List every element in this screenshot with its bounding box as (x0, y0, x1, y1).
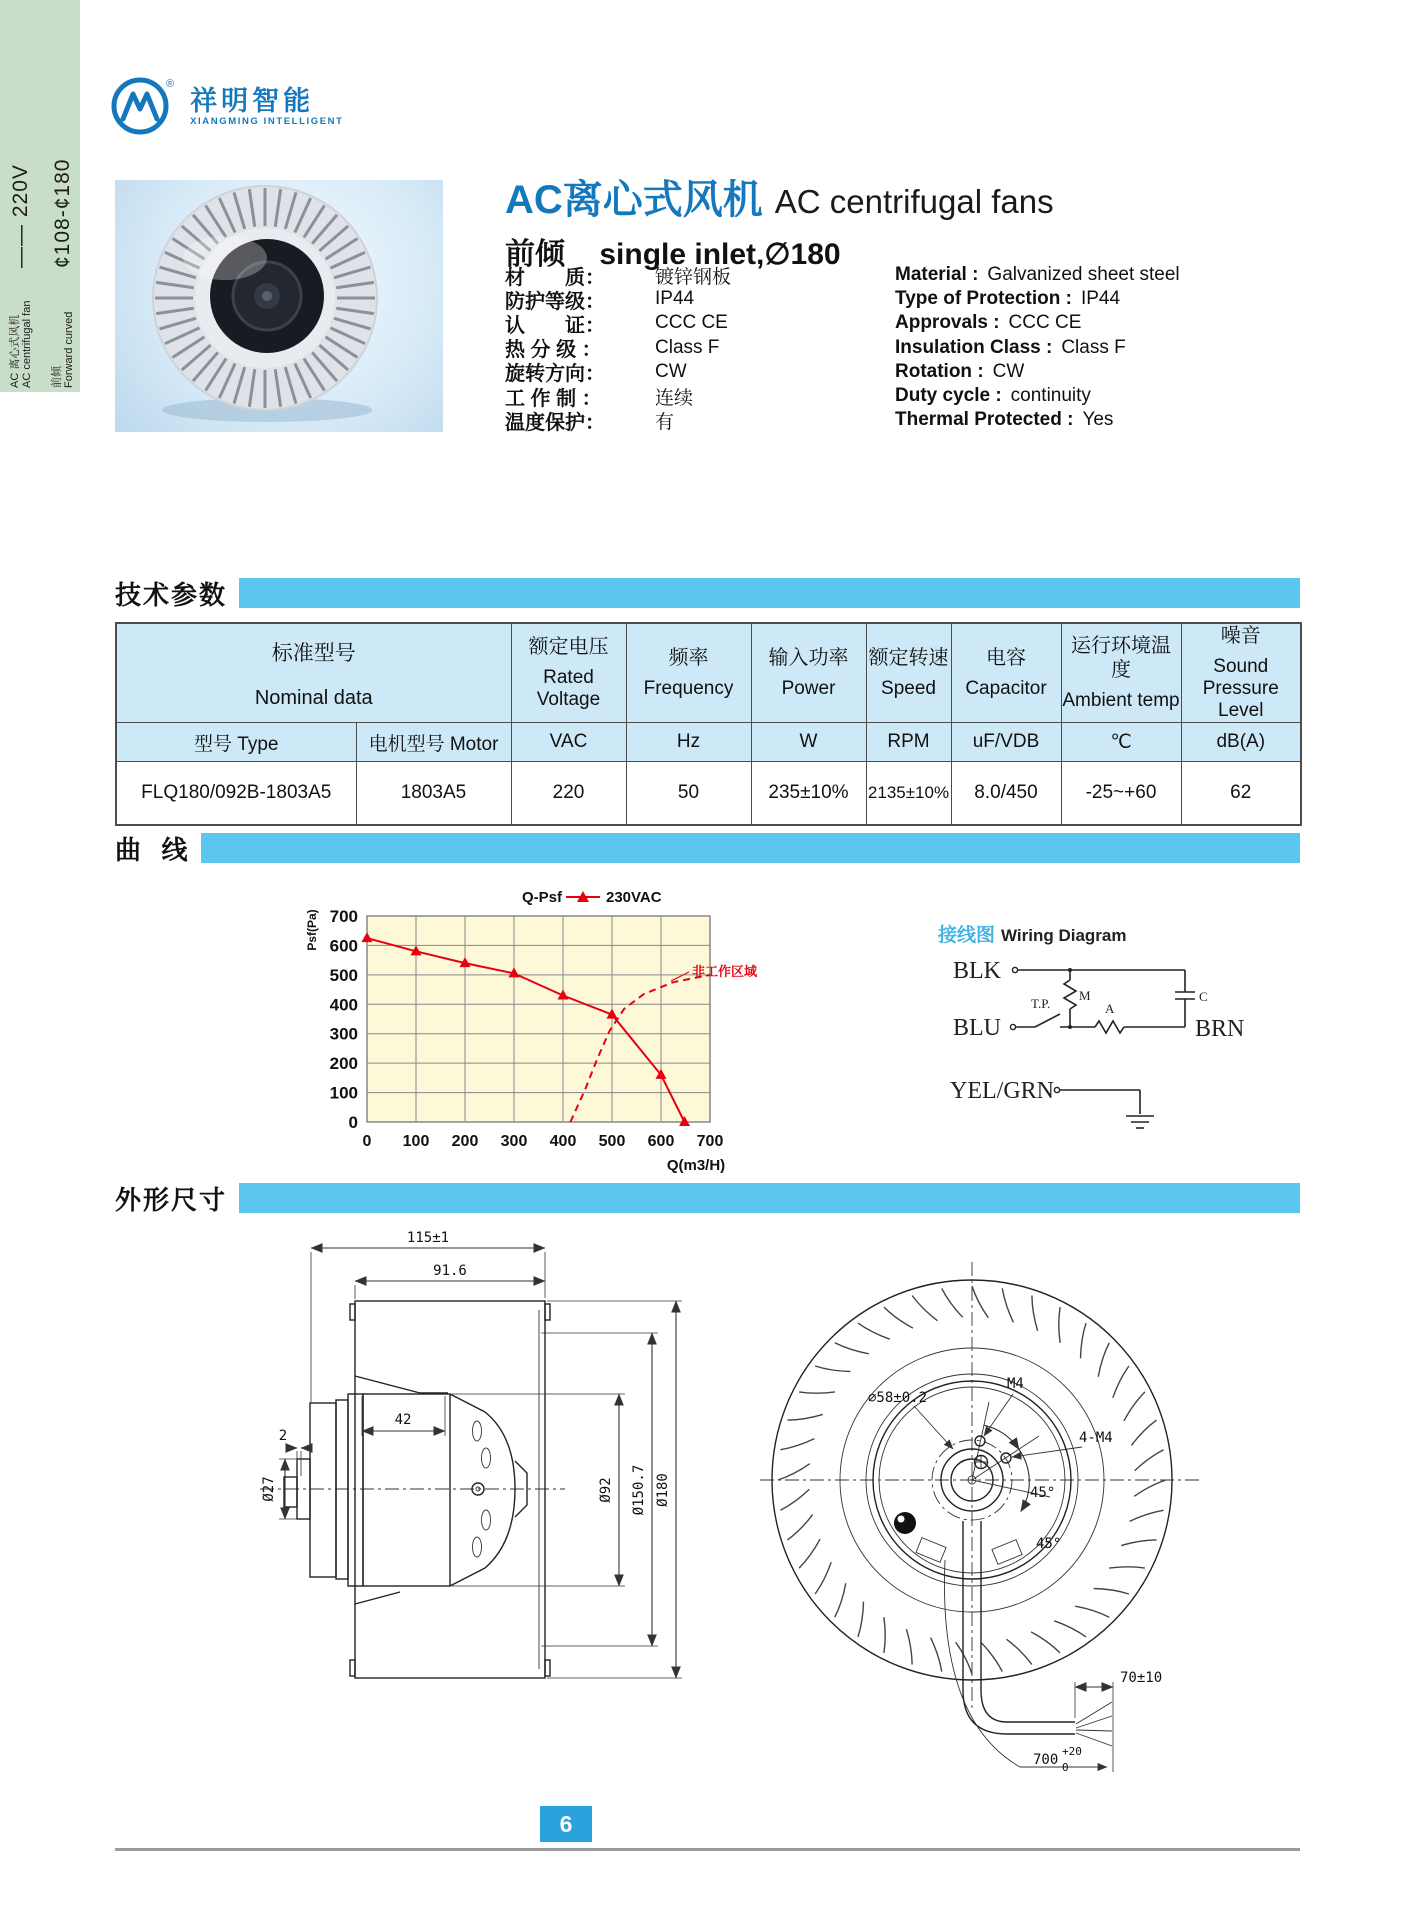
cell-motor: 1803A5 (356, 762, 511, 826)
wire-label-brown: BRN (1195, 1016, 1245, 1042)
sidebar-series-en: AC centrifugal fan (21, 300, 33, 388)
subtitle-en: single inlet,∅180 (599, 238, 841, 271)
spec-row-insulation: 热 分 级 ： Class F Insulation Class : Class F (505, 336, 1126, 362)
x-axis-title: Q(m3/H) (666, 1157, 726, 1174)
svg-text:400: 400 (329, 995, 358, 1015)
dim-91-6: 91.6 (433, 1263, 467, 1279)
svg-text:500: 500 (598, 1133, 626, 1150)
chart-annotation: 非工作区域 (692, 964, 758, 979)
wiring-diagram (945, 952, 1265, 1152)
logo-mark-icon (108, 74, 175, 138)
logo-name-cn: 祥明智能 (190, 85, 315, 116)
dim-4-m4: 4-M4 (1079, 1430, 1113, 1446)
sidebar-type-cn: 前倾 (50, 366, 63, 388)
unit-rpm: RPM (866, 723, 951, 762)
dim-700: 700 (1033, 1752, 1059, 1768)
svg-text:300: 300 (500, 1133, 528, 1150)
svg-text:0: 0 (362, 1133, 372, 1150)
sidebar-type-en: Forward curved (63, 311, 75, 388)
spec-row-approvals: 认 证： CCC CE Approvals : CCC CE (505, 312, 1082, 337)
spec-list (505, 263, 1305, 432)
unit-vac: VAC (511, 723, 626, 762)
cell-temp: -25~+60 (1061, 762, 1181, 826)
thermal-protector-label: T.P. (1031, 996, 1051, 1011)
sidebar-size-range: ¢108-¢180 (51, 158, 74, 268)
chart-plot (330, 907, 724, 1150)
certification-mark-icon (894, 1512, 916, 1534)
svg-text:400: 400 (549, 1133, 577, 1150)
spec-row-rotation: 旋转方向： CW Rotation : CW (505, 360, 1025, 386)
dim-58: ∅58±0.2 (868, 1390, 928, 1406)
spec-row-duty: 工 作 制 ： 连续 Duty cycle : continuity (505, 385, 1091, 410)
col-nominal: 标准型号 Nominal data (116, 623, 511, 723)
section-tech-params (115, 578, 1300, 608)
section-title: 外形尺寸 (115, 1184, 228, 1215)
dim-27: Ø27 (261, 1476, 277, 1502)
col-power: 输入功率 Power (751, 623, 866, 723)
unit-w: W (751, 723, 866, 762)
logo-name-en: XIANGMING INTELLIGENT (190, 115, 344, 127)
wire-label-black: BLK (953, 958, 1001, 984)
section-title: 曲 线 (115, 834, 190, 865)
wire-label-blue: BLU (953, 1015, 1001, 1041)
aux-winding-label: A (1105, 1001, 1115, 1016)
dim-2: 2 (278, 1428, 288, 1444)
sidebar-strip (0, 0, 80, 392)
wire-label-earth: YEL/GRN (950, 1078, 1054, 1104)
dimension-drawing-side-view (205, 1226, 685, 1696)
table-row (116, 762, 1301, 826)
performance-chart (300, 858, 810, 1188)
col-ambient: 运行环境温度 Ambient temp (1061, 623, 1181, 723)
col-noise: 噪音 Sound Pressure Level (1181, 623, 1301, 723)
cell-type: FLQ180/092B-1803A5 (116, 762, 356, 826)
cell-hz: 50 (626, 762, 751, 826)
svg-text:0: 0 (348, 1113, 358, 1132)
sidebar-rotated-text (2, 0, 82, 392)
col-voltage: 额定电压 Rated Voltage (511, 623, 626, 723)
product-photo (115, 180, 443, 432)
cell-vac: 220 (511, 762, 626, 826)
dim-45-b: 45° (1036, 1536, 1062, 1552)
subcol-motor: 电机型号 Motor (356, 723, 511, 762)
spec-row-thermal: 温度保护： 有 Thermal Protected : Yes (505, 409, 1114, 434)
section-title: 技术参数 (115, 579, 228, 610)
unit-uf: uF/VDB (951, 723, 1061, 762)
dim-700-tol-dn: 0 (1062, 1761, 1069, 1774)
cell-w: 235±10% (751, 762, 866, 826)
svg-text:600: 600 (647, 1133, 675, 1150)
dim-700-tol-up: +20 (1062, 1745, 1082, 1758)
svg-text:200: 200 (329, 1054, 358, 1074)
spec-row-material: 材 质： 镀锌钢板 Material : Galvanized sheet steel (505, 264, 1180, 289)
dim-180: Ø180 (655, 1473, 671, 1507)
cell-rpm: 2135±10% (866, 762, 951, 826)
tech-params-table (115, 622, 1302, 826)
col-frequency: 频率 Frequency (626, 623, 751, 723)
chart-title: Q-Psf (522, 889, 563, 906)
svg-text:300: 300 (329, 1024, 358, 1044)
dim-115: 115±1 (406, 1230, 450, 1246)
fan-illustration (115, 180, 443, 432)
y-axis-title: Psf(Pa) (305, 909, 319, 951)
col-speed: 额定转速 Speed (866, 623, 951, 723)
svg-text:200: 200 (451, 1133, 479, 1150)
wiring-diagram-title: 接线图 Wiring Diagram (938, 925, 1127, 946)
registered-mark: ® (166, 78, 175, 90)
motor-winding-label: M (1079, 988, 1091, 1003)
sidebar-voltage: —— 220V (9, 164, 32, 268)
sidebar-group-voltage (3, 0, 39, 388)
svg-text:100: 100 (402, 1133, 430, 1150)
page-title (505, 168, 1054, 273)
page-number-badge: 6 (540, 1806, 592, 1842)
dim-70: 70±10 (1120, 1670, 1163, 1686)
section-bar (239, 578, 1300, 608)
unit-db: dB(A) (1181, 723, 1301, 762)
svg-text:700: 700 (329, 907, 358, 926)
title-cn: AC离心式风机 (505, 178, 763, 222)
svg-text:500: 500 (329, 965, 358, 985)
earth-symbol-icon (975, 1456, 988, 1469)
unit-hz: Hz (626, 723, 751, 762)
brand-logo (108, 74, 344, 138)
dim-45-a: 45° (1030, 1485, 1056, 1501)
dimension-drawing-front-view (700, 1250, 1260, 1830)
legend-label: 230VAC (606, 889, 662, 906)
svg-text:600: 600 (329, 936, 358, 956)
cell-db: 62 (1181, 762, 1301, 826)
sidebar-series-cn: AC 离心式风机 (8, 314, 21, 388)
sidebar-group-size (45, 0, 81, 388)
subtitle-cn: 前倾 (505, 238, 565, 271)
subcol-type: 型号 Type (116, 723, 356, 762)
spec-row-protection: 防护等级： IP44 Type of Protection : IP44 (505, 288, 1121, 313)
col-capacitor: 电容 Capacitor (951, 623, 1061, 723)
dim-150-7: Ø150.7 (631, 1464, 647, 1516)
cell-cap: 8.0/450 (951, 762, 1061, 826)
unit-temp: ℃ (1061, 723, 1181, 762)
dim-92: Ø92 (598, 1477, 614, 1503)
svg-text:100: 100 (329, 1083, 358, 1103)
svg-text:700: 700 (696, 1133, 724, 1150)
dim-42: 42 (394, 1412, 412, 1428)
dim-m4: M4 (1007, 1376, 1024, 1392)
ground-icon (1126, 1116, 1154, 1128)
title-en: AC centrifugal fans (774, 183, 1054, 220)
capacitor-label: C (1199, 989, 1208, 1004)
footer-rule (115, 1848, 1300, 1851)
